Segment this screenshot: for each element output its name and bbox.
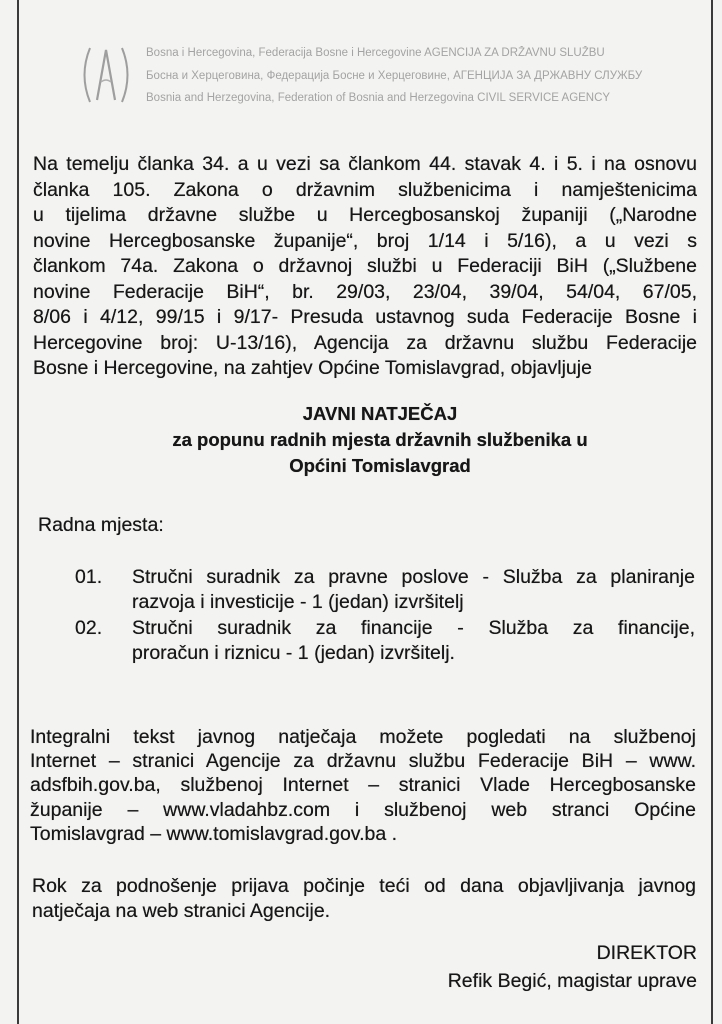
intro-line: Bosne i Hercegovine, na zahtjev Općine Tomislavgrad, objavljuje [33,357,592,379]
notice-title [60,401,700,479]
frame-right-border [711,0,713,1024]
position-number: 01. [75,566,103,588]
header-line-bosnian: Bosna i Hercegovina, Federacija Bosne i Hercegovine AGENCIJA ZA DRŽAVNU SLUŽBU [146,47,605,59]
positions-label: Radna mjesta: [38,514,164,536]
deadline-paragraph [32,874,696,924]
positions-list [0,565,722,667]
intro-paragraph [33,152,697,382]
position-line: Stručni suradnik za financije - Služba za financije, [132,617,695,639]
deadline-line: Rok za podnošenje prijava počinje teći od dana objavljivanja javnog [32,875,696,897]
info-line: Tomislavgrad – www.tomislavgrad.gov.ba . [30,822,398,845]
position-line: proračun i riznicu - 1 (jedan) izvršitelj. [132,642,455,664]
position-text [132,616,695,666]
agency-header [146,42,642,110]
notice-title-municipality: Općini Tomislavgrad [289,455,471,476]
agency-logo-icon [78,42,134,108]
signature-block [448,939,697,995]
intro-line: Hercegovine broj: U-13/16), Agencija za državnu službu Federacije [33,331,697,354]
info-line: Internet – stranici Agencije za državnu službu Federacije BiH – www. [30,750,696,773]
header-line-cyrillic: Босна и Херцеговина, Федерација Босне и Херцеговине, АГЕНЦИЈА ЗА ДРЖАВНУ СЛУЖБУ [146,69,643,82]
header-line-english: Bosnia and Herzegovina, Federation of Bosnia and Herzegovina CIVIL SERVICE AGENCY [146,92,611,104]
frame-left-border [17,0,19,1024]
signature-title: DIREKTOR [596,942,697,964]
intro-line: u tijelima državne službe u Hercegbosanskoj županiji („Narodne [33,204,697,226]
intro-line: Na temelju članka 34. a u vezi sa člankom 44. stavak 4. i 5. i na osnovu [33,153,697,175]
notice-title-subtitle: za popunu radnih mjesta državnih službenika u [172,429,588,450]
intro-line: članka 105. Zakona o državnim službenicima i namještenicima [33,178,697,201]
intro-line: 8/06 i 4/12, 99/15 i 9/17- Presuda ustavnog suda Federacije Bosne i [33,306,697,328]
signature-name: Refik Begić, magistar uprave [447,970,697,992]
position-text [132,565,695,615]
position-line: Stručni suradnik za pravne poslove - Služba za planiranje [132,566,695,588]
info-line: županije – www.vladahbz.com i službenoj web stranci Općine [30,798,696,821]
position-line: razvoja i investicije - 1 (jedan) izvršitelj [132,591,464,613]
intro-line: člankom 74a. Zakona o državnoj službi u Federaciji BiH („Službene [33,255,697,277]
notice-title-heading: JAVNI NATJEČAJ [302,403,458,424]
info-paragraph [30,725,696,846]
info-line: adsfbih.gov.ba, službenoj Internet – stranici Vlade Hercegbosanske [30,774,696,797]
info-line: Integralni tekst javnog natječaja možete pogledati na službenoj [30,726,696,748]
position-item [0,616,722,667]
position-number: 02. [75,617,103,639]
intro-line: novine Hercegbosanske županije“, broj 1/14 i 5/16), a u vezi s [33,229,697,252]
deadline-line: natječaja na web stranici Agencije. [32,900,331,922]
intro-line: novine Federacije BiH“, br. 29/03, 23/04, 39/04, 54/04, 67/05, [33,280,697,303]
position-item [0,565,722,616]
